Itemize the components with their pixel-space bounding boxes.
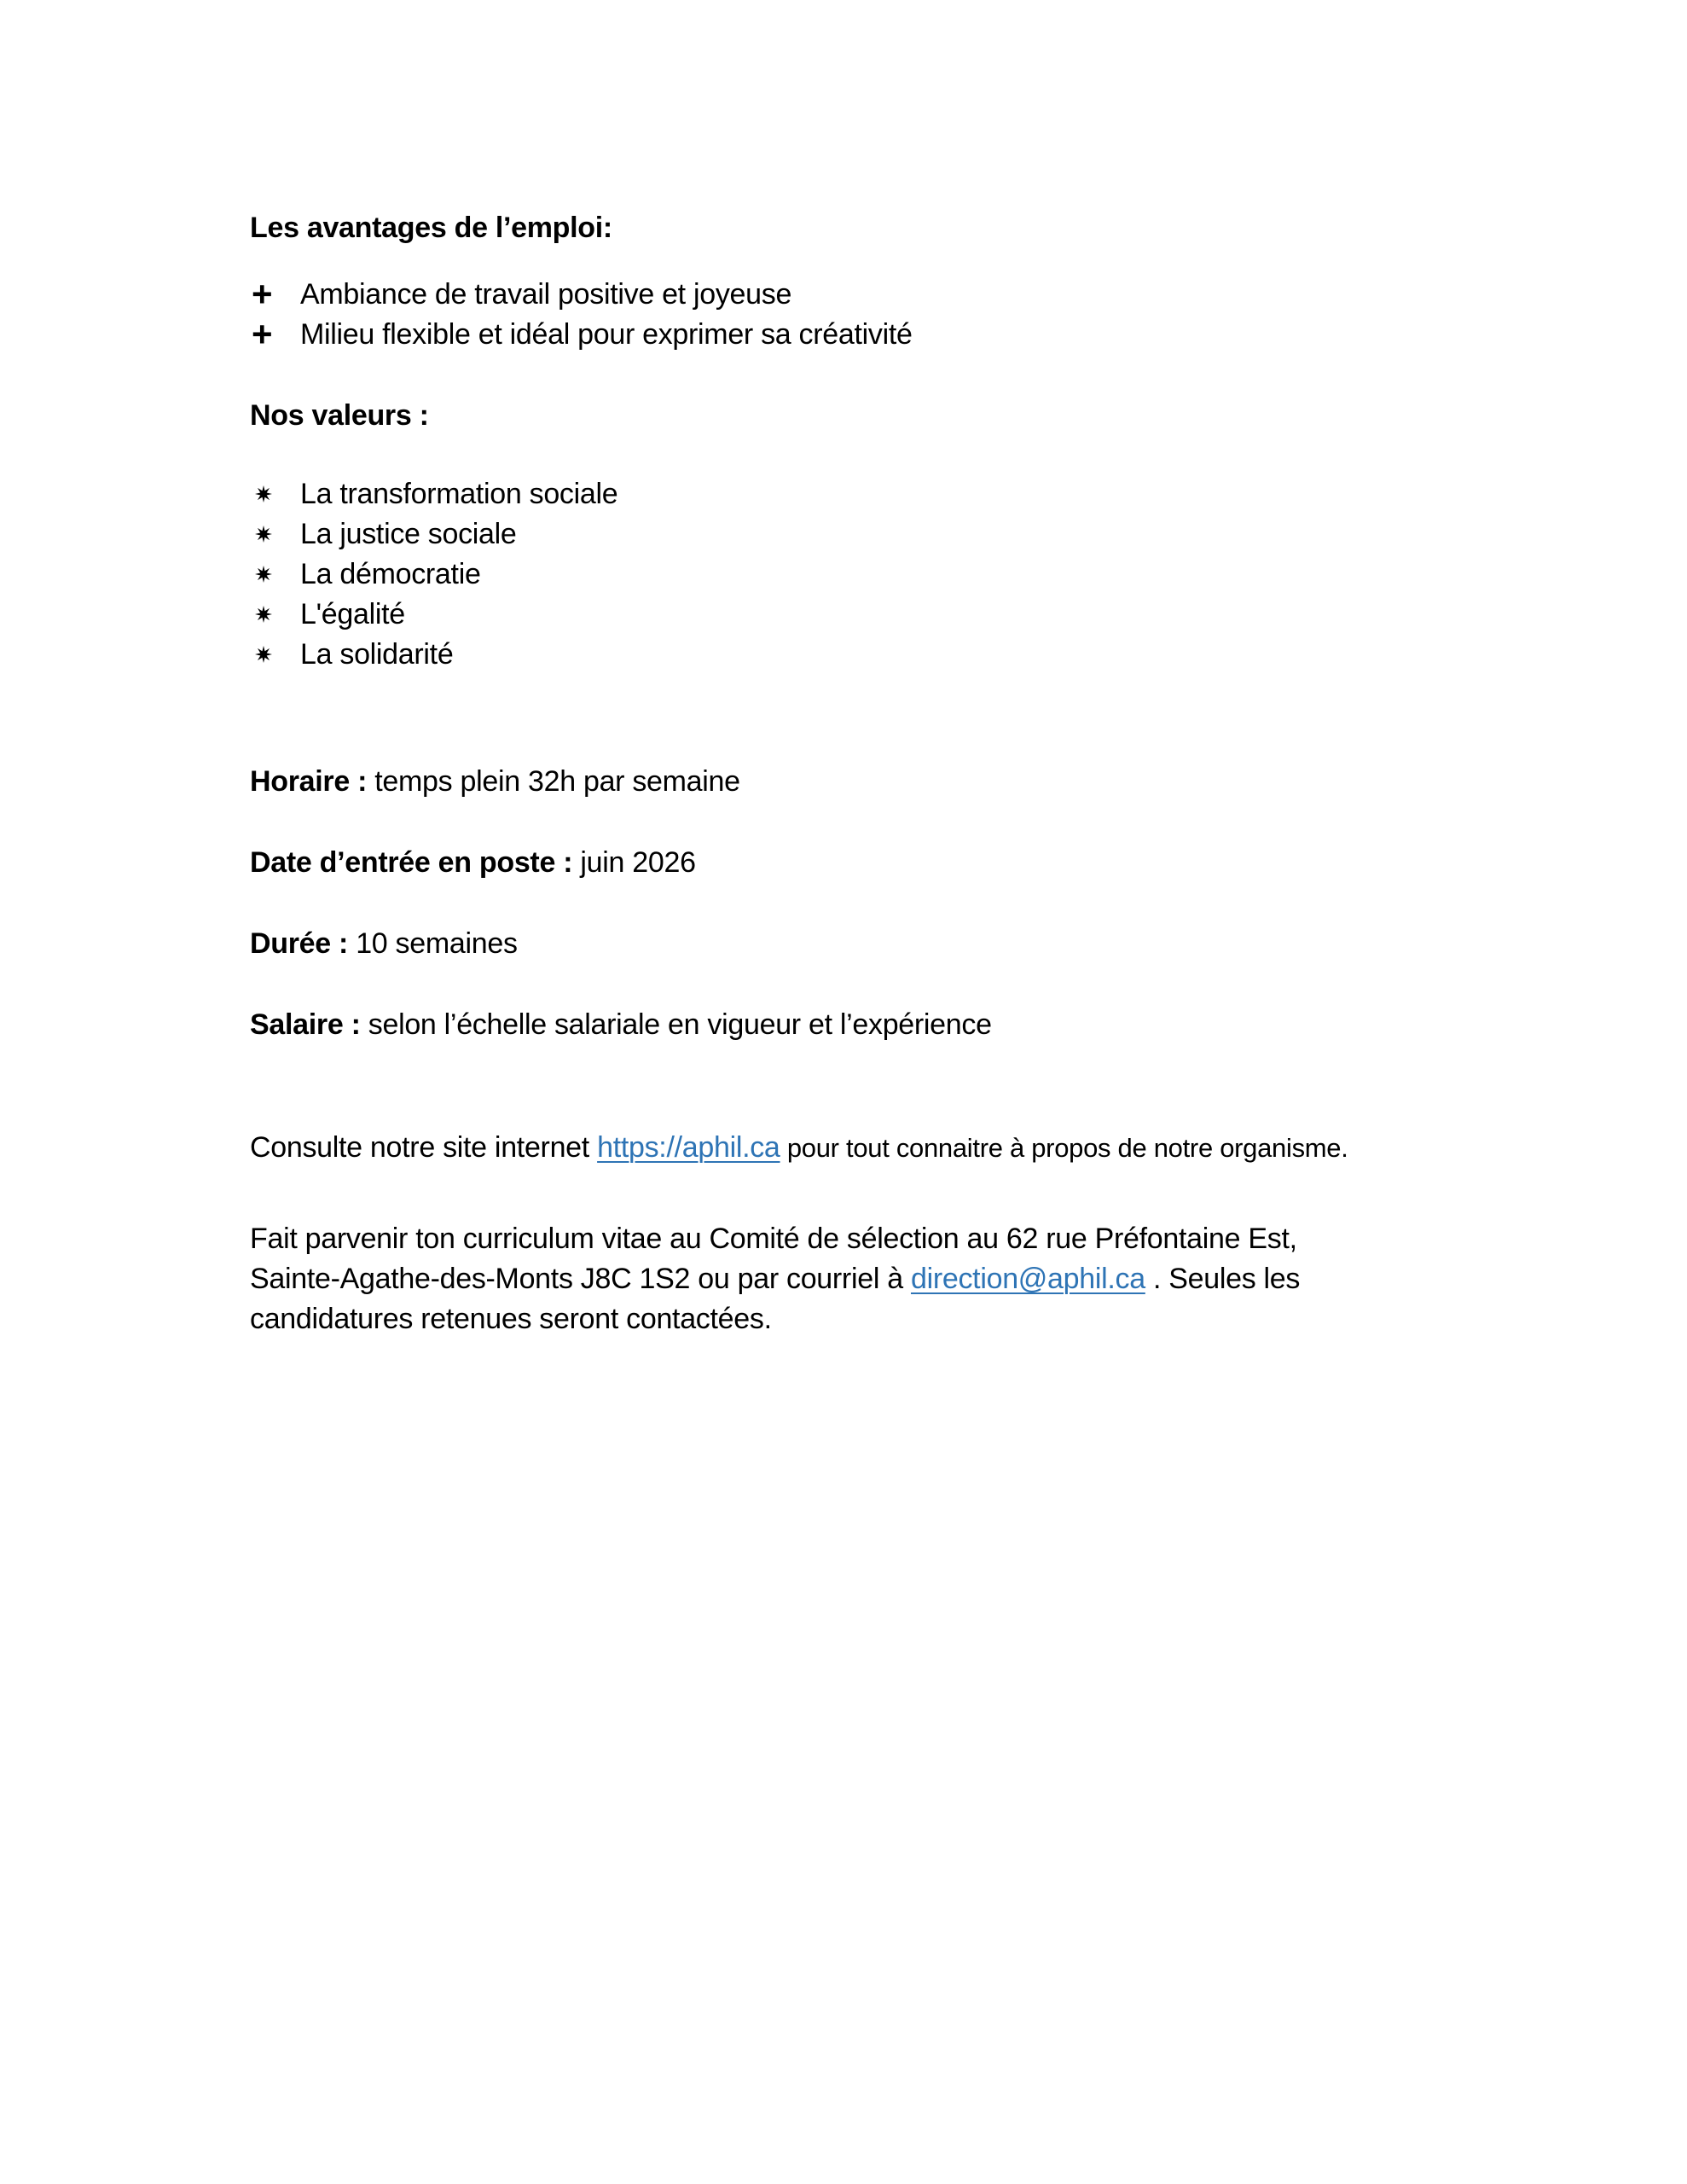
advantages-heading: Les avantages de l’emploi: (250, 212, 612, 244)
eight-point-star-icon (254, 565, 273, 584)
values-heading: Nos valeurs : (250, 399, 429, 432)
values-list (250, 474, 1529, 675)
detail-label: Salaire : (250, 1008, 361, 1041)
eight-point-star-icon (254, 605, 273, 624)
website-suffix-text: pour tout connaitre à propos de notre organisme. (780, 1133, 1348, 1163)
value-item-text: La solidarité (300, 638, 454, 671)
advantage-item (250, 315, 1529, 355)
plus-bullet-icon: + (252, 274, 273, 314)
value-item (250, 595, 1529, 635)
website-paragraph (250, 1128, 1529, 1168)
detail-label: Horaire : (250, 765, 368, 798)
detail-salaire (250, 1005, 1529, 1045)
website-link[interactable]: https://aphil.ca (597, 1131, 780, 1164)
advantage-item-text: Ambiance de travail positive et joyeuse (300, 278, 792, 311)
advantage-item-text: Milieu flexible et idéal pour exprimer sa créativité (300, 318, 913, 351)
detail-value: juin 2026 (572, 846, 696, 879)
eight-point-star-icon (254, 645, 273, 664)
website-prefix-text: Consulte notre site internet (250, 1131, 598, 1164)
detail-value: temps plein 32h par semaine (367, 765, 740, 798)
apply-paragraph (250, 1219, 1529, 1339)
eight-point-star-icon (254, 485, 273, 503)
detail-horaire (250, 762, 1529, 802)
plus-bullet-icon: + (252, 314, 273, 354)
apply-line2-prefix-text: Sainte-Agathe-des-Monts J8C 1S2 ou par courriel à (250, 1263, 911, 1295)
value-item (250, 514, 1529, 555)
value-item (250, 474, 1529, 514)
apply-line-2 (250, 1259, 1529, 1299)
value-item-text: La transformation sociale (300, 478, 618, 510)
advantage-item (250, 275, 1529, 315)
apply-line2-suffix-text: . Seules les (1145, 1263, 1301, 1295)
apply-line-1: Fait parvenir ton curriculum vitae au Comité de sélection au 62 rue Préfontaine Est, (250, 1223, 1297, 1255)
detail-duree (250, 924, 1529, 964)
document-content (250, 208, 1529, 1339)
value-item (250, 555, 1529, 595)
detail-value: selon l’échelle salariale en vigueur et l’expérience (360, 1008, 992, 1041)
value-item-text: La démocratie (300, 558, 481, 590)
value-item-text: L'égalité (300, 598, 405, 630)
advantages-list (250, 275, 1529, 355)
detail-date-entree (250, 843, 1529, 883)
value-item (250, 635, 1529, 675)
apply-line-3: candidatures retenues seront contactées. (250, 1303, 772, 1335)
eight-point-star-icon (254, 525, 273, 543)
job-details (250, 762, 1529, 1045)
email-link[interactable]: direction@aphil.ca (910, 1263, 1145, 1295)
detail-label: Date d’entrée en poste : (250, 846, 573, 879)
value-item-text: La justice sociale (300, 518, 517, 550)
detail-label: Durée : (250, 927, 349, 960)
detail-value: 10 semaines (348, 927, 518, 960)
